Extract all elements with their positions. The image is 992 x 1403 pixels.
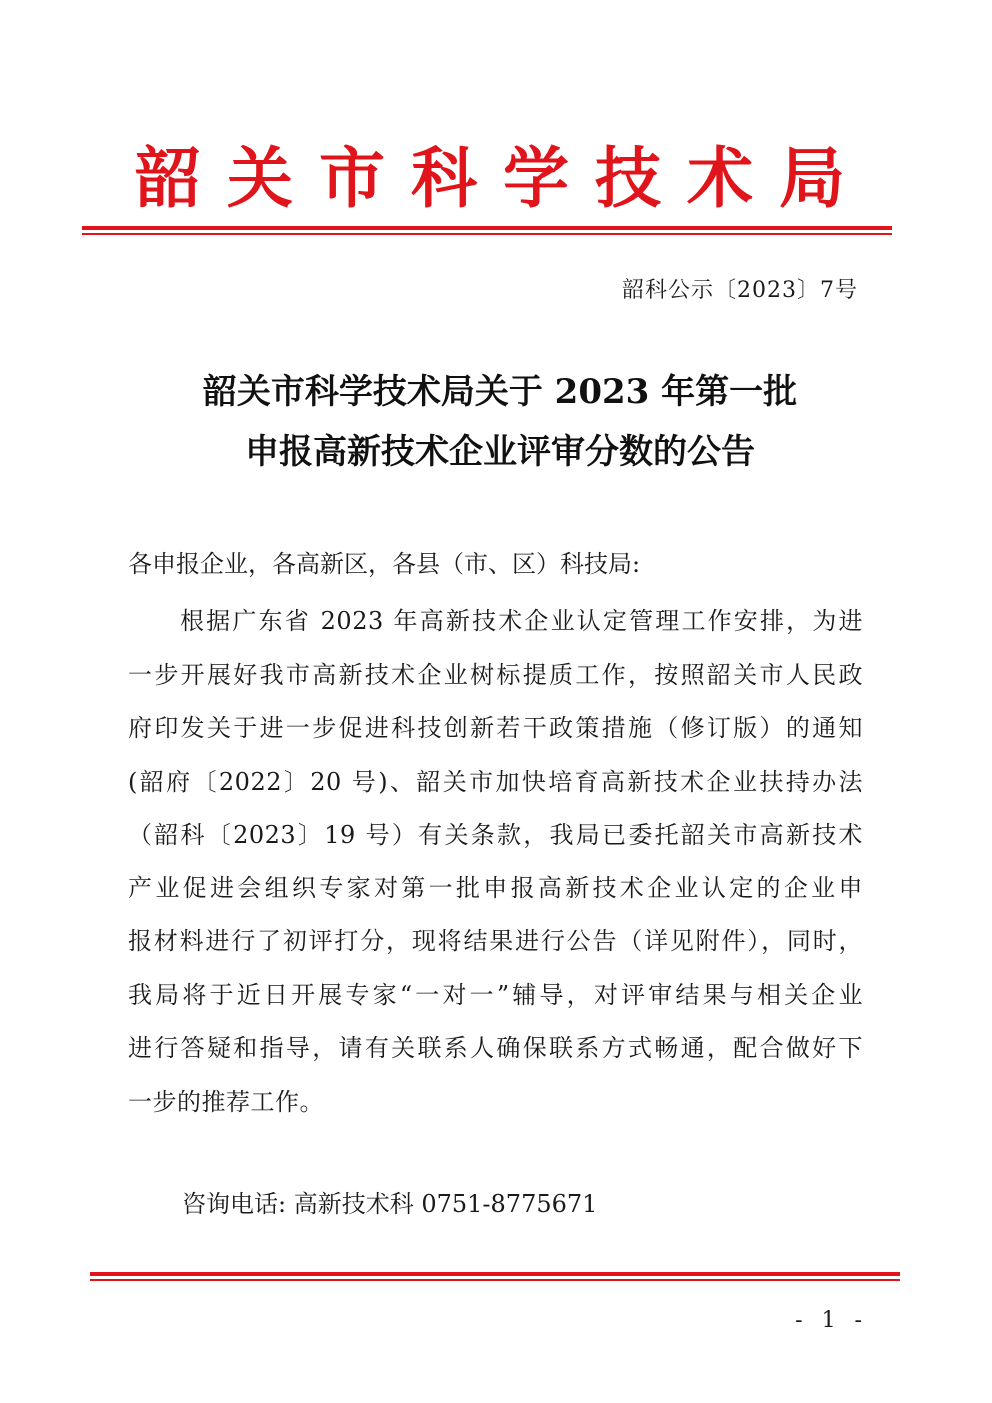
masthead-rule-thick	[82, 226, 892, 230]
masthead-org-name: 韶关市科学技术局	[135, 139, 871, 217]
footer-rule-thin	[90, 1279, 900, 1281]
document-title-line-2: 申报高新技术企业评审分数的公告	[245, 432, 755, 472]
body-line: (韶府〔2022〕20 号)、韶关市加快培育高新技术企业扶持办法	[128, 768, 863, 796]
body-line: 根据广东省 2023 年高新技术企业认定管理工作安排，为进	[180, 607, 863, 635]
body-line: 报材料进行了初评打分，现将结果进行公告（详见附件），同时，	[128, 927, 863, 955]
salutation: 各申报企业，各高新区，各县（市、区）科技局:	[128, 550, 641, 578]
document-number: 韶科公示〔2023〕7号	[622, 278, 858, 303]
body-line: 一步的推荐工作。	[128, 1088, 324, 1116]
contact-info: 咨询电话: 高新技术科 0751-8775671	[182, 1190, 598, 1218]
body-line: 产业促进会组织专家对第一批申报高新技术企业认定的企业申	[128, 874, 863, 902]
body-line: 我局将于近日开展专家“一对一”辅导，对评审结果与相关企业	[128, 981, 863, 1009]
body-line: 府印发关于进一步促进科技创新若干政策措施（修订版）的通知	[128, 714, 863, 742]
body-line: 进行答疑和指导，请有关联系人确保联系方式畅通，配合做好下	[128, 1034, 863, 1062]
footer-rule-thick	[90, 1272, 900, 1276]
body-line: （韶科〔2023〕19 号）有关条款，我局已委托韶关市高新技术	[128, 821, 863, 849]
masthead-rule-thin	[82, 233, 892, 235]
body-line: 一步开展好我市高新技术企业树标提质工作，按照韶关市人民政	[128, 661, 863, 689]
page-number: - 1 -	[795, 1308, 868, 1333]
document-title-line-1: 韶关市科学技术局关于 2023 年第一批	[202, 372, 798, 412]
